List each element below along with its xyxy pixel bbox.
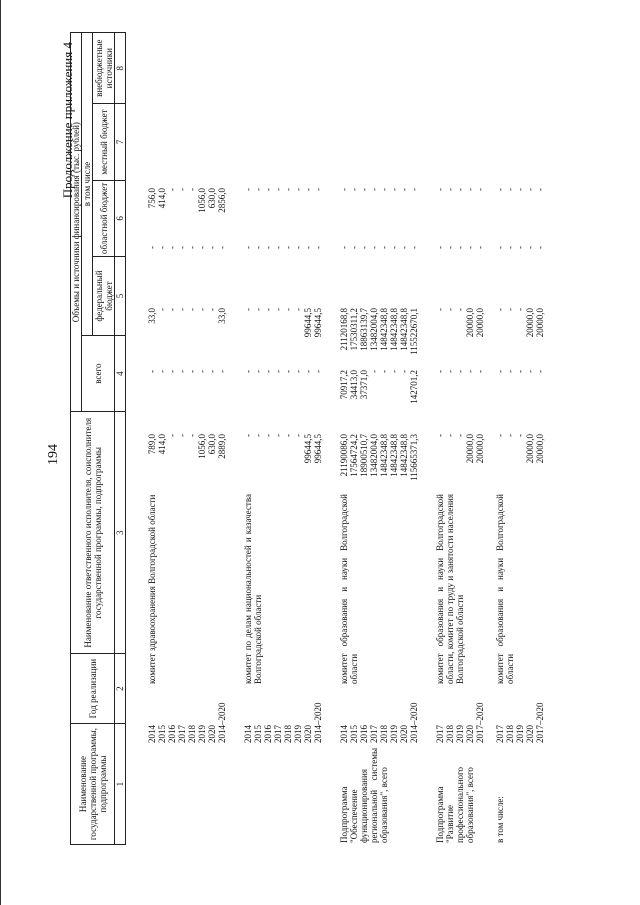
regional-cell: 20000,0 [465, 308, 475, 338]
federal-cell: - [465, 370, 475, 373]
federal-cell: - [207, 370, 217, 373]
federal-cell: - [187, 370, 197, 373]
regional-column [435, 306, 485, 368]
year-cell: 2015 [349, 725, 359, 743]
local-cell: - [379, 246, 389, 249]
header-regional: областной бюджет [93, 180, 115, 256]
local-column [495, 244, 545, 306]
header-total: всего [82, 335, 115, 411]
extrabudget-cell: - [535, 188, 545, 191]
regional-cell: - [435, 308, 445, 311]
extrabudget-cell: - [253, 188, 263, 191]
header-num-5: 5 [115, 257, 126, 336]
federal-cell: 37371,0 [359, 370, 369, 400]
header-extrabudget: внебюджетные источники [93, 33, 115, 104]
year-cell: 2017 [435, 725, 445, 743]
program-name [147, 748, 227, 845]
total-cell: 20000,0 [465, 434, 475, 464]
program-name: Подпрограмма "Обеспечение функционирования региональной системы образования", всего [339, 748, 389, 843]
extrabudget-cell: 1056,0 [197, 188, 207, 213]
extrabudget-cell: - [505, 188, 515, 191]
extrabudget-cell: - [389, 188, 399, 191]
local-cell: - [465, 246, 475, 249]
header-federal: федеральный бюджет [93, 257, 115, 336]
federal-cell: - [515, 370, 525, 373]
local-cell: - [253, 246, 263, 249]
header-num-4: 4 [115, 335, 126, 411]
local-cell: - [515, 246, 525, 249]
local-cell: - [207, 246, 217, 249]
program-name [243, 748, 323, 845]
regional-cell: 18863139,7 [359, 308, 369, 351]
regional-cell: 33,0 [217, 308, 227, 324]
federal-cell: - [273, 370, 283, 373]
total-cell: 99644,5 [313, 434, 323, 464]
local-cell: - [435, 246, 445, 249]
executor-cell: комитет здравоохранения Волгоградской области [147, 494, 157, 684]
total-cell: - [177, 434, 187, 437]
total-cell: - [515, 434, 525, 437]
regional-cell: 20000,0 [535, 308, 545, 338]
year-cell: 2017 [177, 725, 187, 743]
year-column [147, 688, 227, 748]
row-group [147, 32, 227, 845]
extrabudget-cell: 756,0 [147, 188, 157, 209]
regional-cell: - [253, 308, 263, 311]
federal-column [243, 368, 323, 432]
year-cell: 2016 [263, 725, 273, 743]
federal-cell: - [389, 370, 399, 373]
total-cell: - [253, 434, 263, 437]
total-cell: - [293, 434, 303, 437]
regional-cell: - [177, 308, 187, 311]
federal-cell: - [495, 370, 505, 373]
header-num-3: 3 [115, 412, 126, 654]
table-header [70, 32, 126, 845]
federal-cell: - [263, 370, 273, 373]
local-cell: - [243, 246, 253, 249]
year-cell: 2014–2020 [409, 702, 419, 743]
regional-cell: 99644,5 [313, 308, 323, 338]
executor-cell: комитет образования и науки Волгоградской области, комитет по труду и занятости населения Волгоградской области [435, 494, 465, 684]
header-local: местный бюджет [93, 104, 115, 180]
page-number: 194 [46, 444, 61, 465]
page-edge-line [0, 0, 1, 905]
header-num-1: 1 [115, 724, 126, 845]
extrabudget-cell: - [177, 188, 187, 191]
local-column [435, 244, 485, 306]
year-cell: 2015 [157, 725, 167, 743]
local-cell: - [445, 246, 455, 249]
year-cell: 2015 [253, 725, 263, 743]
local-cell: - [535, 246, 545, 249]
federal-cell: - [243, 370, 253, 373]
total-cell: 789,0 [147, 434, 157, 455]
year-cell: 2016 [167, 725, 177, 743]
extrabudget-cell: - [515, 188, 525, 191]
year-cell: 2017 [495, 725, 505, 743]
total-cell: - [435, 434, 445, 437]
header-funding-title: Объемы и источники финансирования (тыс. рублей) [71, 33, 82, 412]
extrabudget-cell: - [293, 188, 303, 191]
federal-cell: - [505, 370, 515, 373]
year-cell: 2020 [207, 725, 217, 743]
federal-column [435, 368, 485, 432]
total-cell: 2889,0 [217, 434, 227, 459]
header-executor: Наименование ответственного исполнителя, соисполнителя государственной программы, подпрограммы [71, 412, 115, 654]
extrabudget-column [339, 186, 419, 244]
local-cell: - [409, 246, 419, 249]
extrabudget-cell: - [435, 188, 445, 191]
total-column [435, 432, 485, 494]
total-cell: - [283, 434, 293, 437]
regional-cell: 33,0 [147, 308, 157, 324]
local-cell: - [455, 246, 465, 249]
local-cell: - [525, 246, 535, 249]
total-column [243, 432, 323, 494]
extrabudget-column [147, 186, 227, 244]
extrabudget-column [243, 186, 323, 244]
year-column [495, 688, 545, 748]
year-cell: 2019 [515, 725, 525, 743]
year-cell: 2020 [399, 725, 409, 743]
total-cell: 115665371,3 [409, 434, 419, 481]
year-cell: 2019 [197, 725, 207, 743]
local-cell: - [217, 246, 227, 249]
federal-cell: - [303, 370, 313, 373]
year-cell: 2016 [359, 725, 369, 743]
year-column [243, 688, 323, 748]
total-cell: - [263, 434, 273, 437]
regional-cell: - [445, 308, 455, 311]
regional-cell: - [157, 308, 167, 311]
year-cell: 2014 [243, 725, 253, 743]
local-column [147, 244, 227, 306]
year-cell: 2019 [293, 725, 303, 743]
local-cell: - [273, 246, 283, 249]
local-cell: - [263, 246, 273, 249]
local-cell: - [147, 246, 157, 249]
regional-cell: 17530311,2 [349, 308, 359, 351]
regional-cell: - [197, 308, 207, 311]
federal-cell: 70917,2 [339, 370, 349, 400]
year-cell: 2020 [303, 725, 313, 743]
regional-cell: - [283, 308, 293, 311]
total-cell: 20000,0 [525, 434, 535, 464]
federal-column [147, 368, 227, 432]
federal-cell: - [369, 370, 379, 373]
year-cell: 2018 [505, 725, 515, 743]
total-cell: - [505, 434, 515, 437]
executor-cell: комитет образования и науки Волгоградской области [339, 494, 359, 684]
local-column [339, 244, 419, 306]
extrabudget-cell: - [409, 188, 419, 191]
federal-cell: - [177, 370, 187, 373]
extrabudget-cell: - [525, 188, 535, 191]
local-cell: - [313, 246, 323, 249]
federal-cell: - [283, 370, 293, 373]
total-cell: - [455, 434, 465, 437]
header-num-8: 8 [115, 33, 126, 104]
executor-cell: комитет по делам национальностей и казачества Волгоградской области [243, 494, 263, 684]
federal-cell: - [535, 370, 545, 373]
year-cell: 2017 [273, 725, 283, 743]
total-cell: 14842348,8 [379, 434, 389, 477]
year-column [339, 688, 419, 748]
regional-cell: - [455, 308, 465, 311]
year-cell: 2020 [525, 725, 535, 743]
program-name: в том числе: [495, 796, 505, 843]
federal-cell: - [525, 370, 535, 373]
extrabudget-cell: - [313, 188, 323, 191]
federal-column [495, 368, 545, 432]
extrabudget-cell: 630,0 [207, 188, 217, 209]
regional-cell: 99644,5 [303, 308, 313, 338]
total-cell: - [243, 434, 253, 437]
extrabudget-cell: - [283, 188, 293, 191]
regional-cell: - [243, 308, 253, 311]
total-cell: 21190086,0 [339, 434, 349, 477]
regional-column [339, 306, 419, 368]
local-cell: - [369, 246, 379, 249]
extrabudget-column [495, 186, 545, 244]
year-cell: 2018 [283, 725, 293, 743]
total-column [147, 432, 227, 494]
year-cell: 2018 [187, 725, 197, 743]
local-cell: - [303, 246, 313, 249]
extrabudget-column [435, 186, 485, 244]
total-cell: 17564724,2 [349, 434, 359, 477]
extrabudget-cell: - [273, 188, 283, 191]
total-column [339, 432, 419, 494]
program-name: Подпрограмма "Развитие профессионального образования", всего [435, 767, 475, 843]
row-group [339, 32, 419, 845]
federal-cell: 142701,2 [409, 370, 419, 404]
year-cell: 2018 [445, 725, 455, 743]
year-cell: 2014–2020 [313, 702, 323, 743]
federal-cell: - [293, 370, 303, 373]
regional-cell: - [263, 308, 273, 311]
total-cell: - [187, 434, 197, 437]
year-cell: 2020 [465, 725, 475, 743]
total-cell: 20000,0 [475, 434, 485, 464]
header-num-7: 7 [115, 104, 126, 180]
appendix-continuation-title: Продолжение приложения 4 [60, 42, 75, 199]
total-cell: 630,0 [207, 434, 217, 455]
header-program-name: Наименование государственной программы, подпрограммы [71, 724, 115, 845]
year-cell: 2017 [369, 725, 379, 743]
extrabudget-cell: - [455, 188, 465, 191]
extrabudget-cell: - [187, 188, 197, 191]
extrabudget-cell: - [369, 188, 379, 191]
local-cell: - [475, 246, 485, 249]
regional-column [243, 306, 323, 368]
regional-cell: - [495, 308, 505, 311]
header-year: Год реализации [71, 654, 115, 724]
table-body [147, 32, 545, 845]
total-cell: 99644,5 [303, 434, 313, 464]
local-column [243, 244, 323, 306]
local-cell: - [339, 246, 349, 249]
extrabudget-cell: - [243, 188, 253, 191]
regional-cell: - [505, 308, 515, 311]
federal-cell: - [157, 370, 167, 373]
total-cell: 18900510,7 [359, 434, 369, 477]
regional-cell: - [515, 308, 525, 311]
local-cell: - [177, 246, 187, 249]
regional-cell: 115522670,1 [409, 308, 419, 355]
federal-cell: - [445, 370, 455, 373]
extrabudget-cell: - [263, 188, 273, 191]
federal-cell: - [197, 370, 207, 373]
total-cell: - [445, 434, 455, 437]
total-cell: - [167, 434, 177, 437]
regional-cell: 21120168,8 [339, 308, 349, 351]
total-cell: 20000,0 [535, 434, 545, 464]
header-num-6: 6 [115, 180, 126, 256]
extrabudget-cell: - [399, 188, 409, 191]
year-cell: 2017–2020 [475, 702, 485, 743]
year-cell: 2014–2020 [217, 702, 227, 743]
regional-cell: 14842348,8 [389, 308, 399, 351]
local-cell: - [495, 246, 505, 249]
local-cell: - [283, 246, 293, 249]
total-cell: 1056,0 [197, 434, 207, 459]
regional-cell: 14842348,8 [399, 308, 409, 351]
federal-cell: - [455, 370, 465, 373]
local-cell: - [293, 246, 303, 249]
regional-column [147, 306, 227, 368]
header-including: в том числе [82, 33, 93, 336]
year-cell: 2014 [147, 725, 157, 743]
header-num-2: 2 [115, 654, 126, 724]
year-column [435, 688, 485, 748]
regional-cell: 14842348,8 [379, 308, 389, 351]
regional-cell: 20000,0 [475, 308, 485, 338]
total-cell: 14842348,8 [399, 434, 409, 477]
local-cell: - [157, 246, 167, 249]
federal-cell: - [435, 370, 445, 373]
federal-cell: - [379, 370, 389, 373]
regional-cell: 20000,0 [525, 308, 535, 338]
extrabudget-cell: - [495, 188, 505, 191]
federal-cell: - [167, 370, 177, 373]
regional-cell: 13482004,0 [369, 308, 379, 351]
row-group [495, 32, 545, 845]
row-group [243, 32, 323, 845]
total-cell: 13482004,0 [369, 434, 379, 477]
total-cell: - [273, 434, 283, 437]
federal-cell: - [313, 370, 323, 373]
extrabudget-cell: - [445, 188, 455, 191]
local-cell: - [389, 246, 399, 249]
regional-cell: - [187, 308, 197, 311]
local-cell: - [167, 246, 177, 249]
local-cell: - [399, 246, 409, 249]
year-cell: 2019 [389, 725, 399, 743]
extrabudget-cell: 2856,0 [217, 188, 227, 213]
federal-cell: - [399, 370, 409, 373]
regional-cell: - [293, 308, 303, 311]
local-cell: - [197, 246, 207, 249]
extrabudget-cell: - [379, 188, 389, 191]
year-cell: 2018 [379, 725, 389, 743]
local-cell: - [349, 246, 359, 249]
local-cell: - [505, 246, 515, 249]
federal-cell: 34413,0 [349, 370, 359, 400]
extrabudget-cell: - [167, 188, 177, 191]
local-cell: - [359, 246, 369, 249]
extrabudget-cell: - [339, 188, 349, 191]
year-cell: 2019 [455, 725, 465, 743]
total-cell: - [495, 434, 505, 437]
extrabudget-cell: - [349, 188, 359, 191]
federal-cell: - [475, 370, 485, 373]
extrabudget-cell: 414,0 [157, 188, 167, 209]
local-cell: - [187, 246, 197, 249]
total-column [495, 432, 545, 494]
regional-cell: - [207, 308, 217, 311]
extrabudget-cell: - [475, 188, 485, 191]
regional-column [495, 306, 545, 368]
extrabudget-cell: - [465, 188, 475, 191]
year-cell: 2014 [339, 725, 349, 743]
federal-column [339, 368, 419, 432]
row-group [435, 32, 485, 845]
year-cell: 2017–2020 [535, 702, 545, 743]
federal-cell: - [147, 370, 157, 373]
extrabudget-cell: - [303, 188, 313, 191]
federal-cell: - [217, 370, 227, 373]
total-cell: 14842348,8 [389, 434, 399, 477]
federal-cell: - [253, 370, 263, 373]
regional-cell: - [167, 308, 177, 311]
total-cell: 414,0 [157, 434, 167, 455]
regional-cell: - [273, 308, 283, 311]
extrabudget-cell: - [359, 188, 369, 191]
executor-cell: комитет образования и науки Волгоградской области [495, 494, 515, 684]
